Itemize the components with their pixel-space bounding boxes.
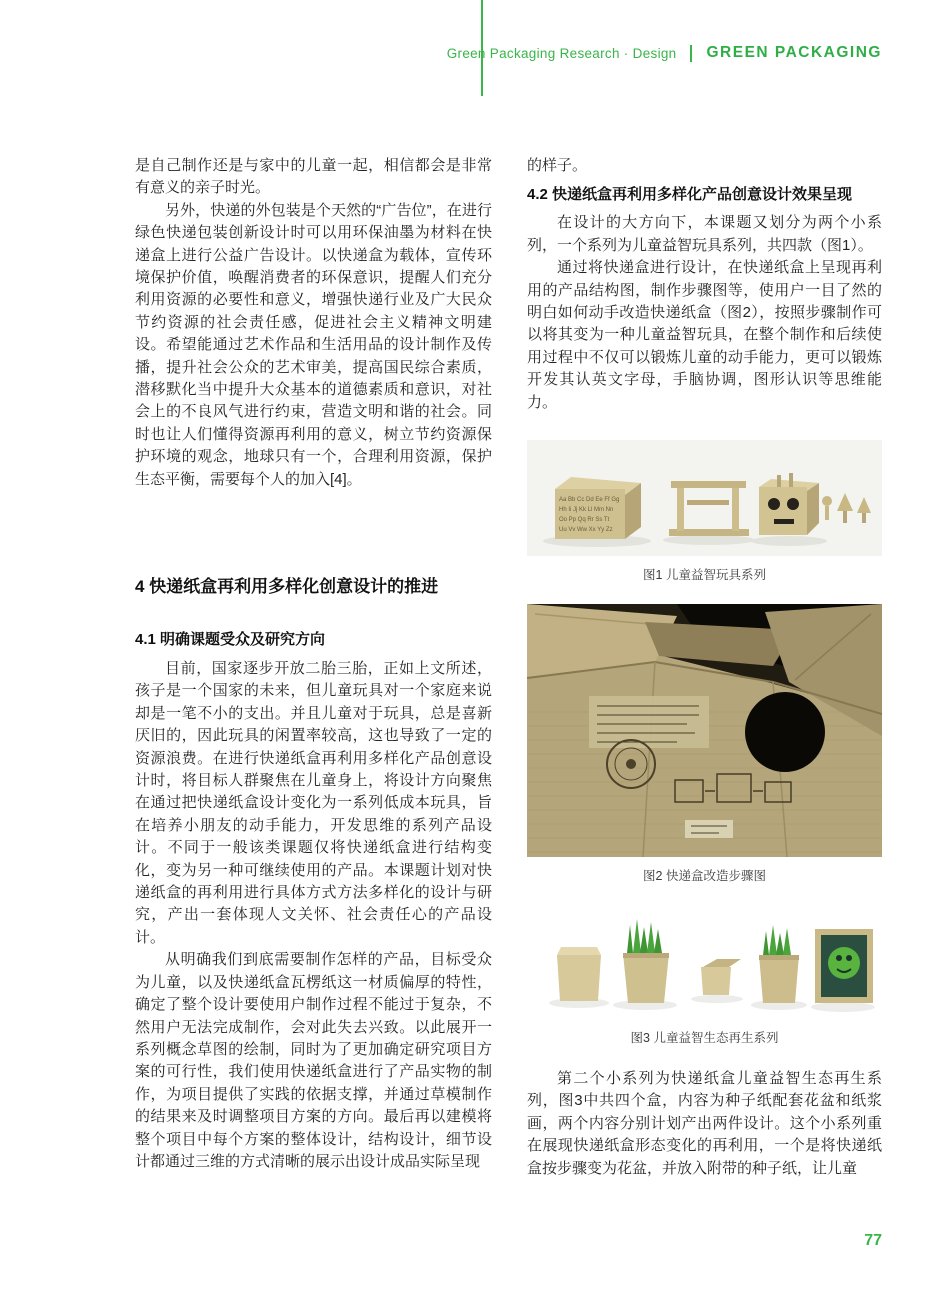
printed-sticker (685, 820, 733, 838)
figure-1-caption: 图1 儿童益智玩具系列 (643, 568, 766, 582)
alphabet-line: Aa Bb Cc Dd Ee Ff Gg (559, 497, 620, 503)
right-column (527, 155, 882, 1245)
paragraph-second-series: 第二个小系列为快递纸盒儿童益智生态再生系列，图3中共四个盒，内容为种子纸配套花盆和纸浆画，两个内容分别计划产出两件设计。这个小系列重在展现快递纸盒形态变化的再利用，一个是将快递纸盒按步骤变为花盆，并放入附带的种子纸，让儿童 (527, 1070, 882, 1177)
alphabet-line: Uu Vv Ww Xx Yy Zz (559, 527, 613, 533)
left-top-text-block (135, 155, 492, 491)
cardboard-alphabet-box-icon (555, 477, 641, 539)
figure-1-image (527, 440, 882, 556)
paragraph-box-design: 通过将快递盒进行设计，在快递纸盒上呈现再利用的产品结构图，制作步骤图等，使用户一目了然的明白如何动手改造快递纸盒（图2），按照步骤制作可以将其变为一种儿童益智玩具，在整个制作和后续使用过程中不仅可以锻炼儿童的动手能力，更可以锻炼开发其认英文字母，手脑协调，图形认识等思维能力。 (527, 259, 882, 411)
paragraph-target-audience: 目前，国家逐步开放二胎三胎，正如上文所述，孩子是一个国家的未来，但儿童玩具对一个家庭来说却是一笔不小的支出。并且儿童对于玩具，总是喜新厌旧的，因此玩具的闲置率较高，这也导致了一定的资源浪费。在进行快递纸盒再利用多样化产品创意设计时，将目标人群聚焦在儿童身上，将设计方向聚焦在通过把快递纸盒设计变化为一系列低成本玩具，旨在培养小朋友的动手能力，开发思维的系列产品设计。不同于一般该类课题仅将快递纸盒进行结构变化，变为另一种可继续使用的产品。本课题计划对快递纸盒的再利用进行具体方式方法多样化的设计与研究，产出一套体现人文关怀、社会责任心的产品设计。 (135, 660, 492, 946)
figure-3-caption: 图3 儿童益智生态再生系列 (630, 1031, 779, 1045)
section-4-2-heading: 4.2 快递纸盒再利用多样化产品创意设计效果呈现 (527, 186, 853, 204)
paragraph-method: 从明确我们到底需要制作怎样的产品，目标受众为儿童，以及快递纸盒瓦楞纸这一材质偏厚的特性，确定了整个设计要使用户制作过程不能过于复杂，不然用户无法完成制作，会对此失去兴致。以此展开一系列概念草图的绘制，同时为了更加确定研究项目方案的可行性，我们使用快递纸盒进行了产品实物的制作，为项目提供了实践的依据支撑，并通过草模制作的结果来及时调整项目方案的方向。最后再以建模将整个项目中每个方案的整体设计，结构设计，细节设计都通过三维的方式清晰的展示出设计成品实际呈现 (135, 951, 492, 1170)
figure-3 (527, 897, 882, 1046)
figure-2 (527, 604, 882, 884)
left-column (135, 155, 492, 1235)
right-top-text-block (527, 155, 882, 414)
printed-instructions (589, 696, 709, 748)
cardboard-planter-box-icon (557, 947, 601, 1001)
right-bottom-text-block (527, 1068, 882, 1180)
figure-2-caption: 图2 快递盒改造步骤图 (643, 869, 766, 883)
header-divider (690, 45, 692, 62)
cardboard-robot-cube-icon (759, 473, 819, 535)
alphabet-line: Hh Ii Jj Kk Ll Mm Nn (559, 507, 614, 513)
figure-2-image (527, 604, 882, 857)
page-number: 77 (864, 1232, 882, 1249)
alphabet-line: Oo Pp Qq Rr Ss Tt (559, 517, 610, 523)
paragraph-continued: 的样子。 (527, 157, 588, 174)
section-4-1-heading: 4.1 明确课题受众及研究方向 (135, 631, 326, 648)
page-header (447, 44, 882, 62)
section-4-1-text-block (135, 658, 492, 1173)
section-4-heading: 4 快递纸盒再利用多样化创意设计的推进 (135, 577, 439, 596)
paragraph-ad-value: 另外，快递的外包装是个天然的“广告位”，在进行绿色快递包装创新设计时可以用环保油墨为材料在快递盒上进行公益广告设计。以快递盒为载体，宣传环境保护价值，唤醒消费者的环保意识，提醒人们充分利用资源的必要性和意义，增强快递行业及广大民众节约资源的社会责任感，促进社会主义精神文明建设。希望能通过艺术作品和生活用品的设计制作及传播，提升社会公众的艺术审美，提高国民综合素质，潜移默化当中提升大众基本的道德素质和意识，对社会上的不良风气进行约束，营造文明和谐的社会。同时也让人们懂得资源再利用的意义，树立节约资源保护环境的观念，地球只有一个，合理利用资源，保护生态平衡，需要每个人的加入[4]。 (135, 201, 492, 488)
figure-3-image (527, 897, 882, 1019)
black-hole (745, 692, 825, 772)
journal-title: GREEN PACKAGING (706, 44, 882, 61)
framed-artwork-icon (815, 929, 873, 1003)
paragraph-continued: 是自己制作还是与家中的儿童一起，相信都会是非常有意义的亲子时光。 (135, 157, 492, 197)
paragraph-two-series: 在设计的大方向下，本课题又划分为两个小系列，一个系列为儿童益智玩具系列，共四款（图1）。 (527, 214, 882, 254)
journal-section-label: Green Packaging Research · Design (446, 45, 677, 61)
figure-1 (527, 440, 882, 583)
